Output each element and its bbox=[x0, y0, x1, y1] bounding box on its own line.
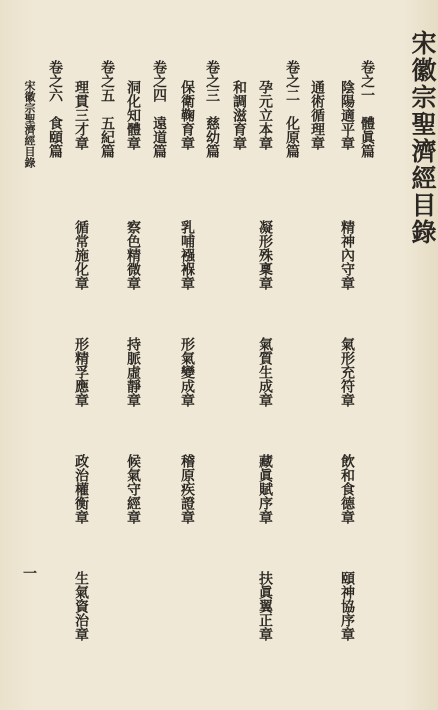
toc-entry: 卷之五 五紀篇 bbox=[99, 60, 115, 158]
toc-entry: 形精孚應章 bbox=[73, 337, 89, 407]
footer-title: 宋徽宗聖濟經目錄 bbox=[23, 80, 36, 168]
toc-entry: 稽原疾證章 bbox=[179, 454, 195, 524]
toc-entry: 形氣變成章 bbox=[179, 337, 195, 407]
toc-entry: 保衛鞠育章 bbox=[179, 80, 195, 150]
toc-entry: 卷之四 遠道篇 bbox=[151, 60, 167, 158]
toc-entry: 政治權衡章 bbox=[73, 454, 89, 524]
toc-entry: 氣質生成章 bbox=[257, 337, 273, 407]
toc-entry: 乳哺襁褓章 bbox=[179, 220, 195, 290]
toc-entry: 卷之三 慈幼篇 bbox=[204, 60, 220, 158]
toc-entry: 循常施化章 bbox=[73, 220, 89, 290]
toc-entry: 卷之二 化原篇 bbox=[284, 60, 300, 158]
toc-entry: 洞化知體章 bbox=[125, 80, 141, 150]
toc-entry: 察色精微章 bbox=[125, 220, 141, 290]
toc-entry: 候氣守經章 bbox=[125, 454, 141, 524]
toc-entry: 藏眞賦序章 bbox=[257, 454, 273, 524]
toc-entry: 孕元立本章 bbox=[257, 80, 273, 150]
toc-entry: 卷之六 食頤篇 bbox=[47, 60, 63, 158]
toc-entry: 凝形殊稟章 bbox=[257, 220, 273, 290]
toc-entry: 理貫三才章 bbox=[73, 80, 89, 150]
page-title: 宋徽宗聖濟經目錄 bbox=[408, 30, 437, 246]
toc-entry: 精神內守章 bbox=[339, 220, 355, 290]
toc-entry: 通術循理章 bbox=[309, 80, 325, 150]
toc-entry: 飲和食德章 bbox=[339, 454, 355, 524]
toc-entry: 和調滋育章 bbox=[231, 80, 247, 150]
toc-entry: 氣形充符章 bbox=[339, 337, 355, 407]
toc-entry: 生氣資治章 bbox=[73, 571, 89, 641]
page-number: 一 bbox=[21, 566, 37, 580]
toc-entry: 持脈虛靜章 bbox=[125, 337, 141, 407]
toc-entry: 陰陽適平章 bbox=[339, 80, 355, 150]
toc-entry: 扶眞翼正章 bbox=[257, 571, 273, 641]
toc-entry: 卷之一 體眞篇 bbox=[359, 60, 375, 158]
toc-entry: 頤神協序章 bbox=[339, 571, 355, 641]
